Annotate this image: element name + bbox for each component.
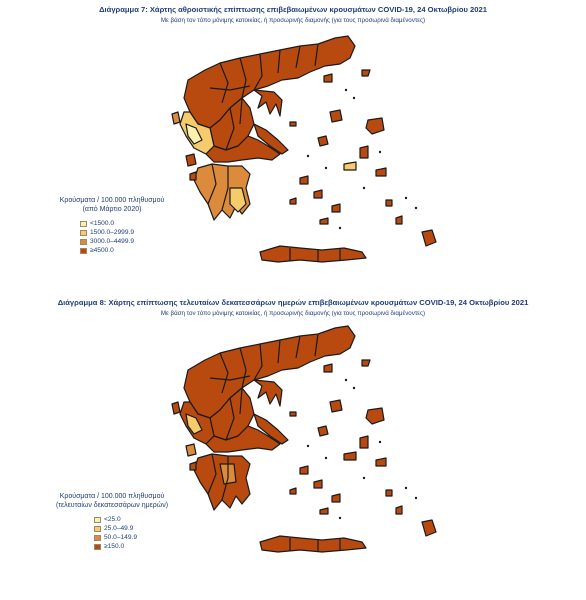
map2-island-chios xyxy=(360,436,368,448)
map1-legend xyxy=(52,196,172,255)
map2-island-lesvos xyxy=(366,408,384,424)
map2-legend-swatch xyxy=(94,544,101,550)
map1-island-lemnos xyxy=(330,110,342,122)
map1-cyclades-4 xyxy=(290,198,296,204)
map2-legend-title-line1: Κρούσματα / 100.000 πληθυσμού xyxy=(59,493,165,500)
map1-legend-item xyxy=(80,246,172,255)
map1-island-kefalonia xyxy=(186,154,196,166)
map2-dodecanese-2 xyxy=(396,506,402,514)
map2-island-skiathos xyxy=(290,412,296,416)
map2-island-thasos xyxy=(324,364,332,372)
map2-island-lemnos xyxy=(330,400,342,412)
map1-island-crete xyxy=(260,246,366,262)
map2-cyclades-5 xyxy=(320,508,328,514)
map1-island-corfu xyxy=(172,112,180,124)
map2-legend-label: ≥150.0 xyxy=(104,543,125,550)
map2-legend-swatch xyxy=(94,517,101,523)
map1-dodecanese-2 xyxy=(396,216,402,224)
map2-legend-item xyxy=(94,515,178,524)
map2-cyclades-4 xyxy=(290,488,296,494)
map1-island-skiathos xyxy=(290,122,296,126)
map1-legend-swatch xyxy=(80,239,87,245)
map1-island-chios xyxy=(360,146,368,158)
map2-legend-swatch xyxy=(94,535,101,541)
map2-dodecanese-1 xyxy=(386,490,392,496)
map1-island-zakynthos xyxy=(190,172,196,180)
map1-island-thasos xyxy=(324,74,332,82)
map1-island-samos xyxy=(376,168,386,176)
map1-legend-label: ≥4500.0 xyxy=(90,247,114,254)
map1-subtitle: Με βάση τον τόπο μόνιμης κατοικίας, ή προσωρινής διαμονής (για τους προσωρινά διαμένοντες) xyxy=(160,17,426,24)
map2-title: Διάγραμμα 8: Χάρτης επίπτωσης τελευταίων δεκατεσσάρων ημερών επιβεβαιωμένων κρουσμάτων COVID-19, 24 Οκτωβρίου 2021 xyxy=(57,298,529,307)
map1-legend-label: 3000.0–4499.9 xyxy=(90,238,135,245)
map2-region-chalkidiki xyxy=(254,380,282,406)
map2-island-skyros xyxy=(318,426,328,436)
map2-island-rhodes xyxy=(422,520,436,536)
map1-island-skyros xyxy=(318,136,328,146)
map1-legend-swatch xyxy=(80,248,87,254)
map1-title: Διάγραμμα 7: Χάρτης αθροιστικής επίπτωσης επιβεβαιωμένων κρουσμάτων COVID-19, 24 Οκτωβρίου 2021 xyxy=(99,5,487,14)
map1-island-lesvos xyxy=(366,118,384,134)
map1-greece-map xyxy=(150,28,450,288)
map2-legend-label: 50.0–149.9 xyxy=(104,534,138,541)
map1-dodecanese-1 xyxy=(386,200,392,206)
map1-legend-title-line2: (από Μάρτιο 2020) xyxy=(82,206,142,213)
map2-cyclades-1 xyxy=(300,466,308,474)
map2-cyclades-3 xyxy=(332,494,340,502)
map2-legend-label: <25.0 xyxy=(104,516,121,523)
map2-island-kefalonia xyxy=(186,444,196,456)
map2-legend-item xyxy=(94,533,178,542)
map1-cyclades-1 xyxy=(300,176,308,184)
map2-cyclades-2 xyxy=(314,480,322,488)
map2-island-samos xyxy=(376,458,386,466)
map2-legend-item xyxy=(94,524,178,533)
map1-island-rhodes xyxy=(422,230,436,246)
map2-island-zakynthos xyxy=(190,462,196,470)
map1-legend-title-line1: Κρούσματα / 100.000 πληθυσμού xyxy=(59,197,165,204)
map2-legend-label: 25.0–49.9 xyxy=(104,525,134,532)
map2-island-crete xyxy=(260,536,366,552)
map1-island-samothraki xyxy=(362,70,370,76)
map1-cyclades-5 xyxy=(320,218,328,224)
map2-island-corfu xyxy=(172,402,180,414)
map1-region-chalkidiki xyxy=(254,90,282,116)
map2-greece-map xyxy=(150,318,450,578)
map1-legend-item xyxy=(80,219,172,228)
map2-legend-swatch xyxy=(94,526,101,532)
map1-legend-item xyxy=(80,237,172,246)
map1-cyclades-3 xyxy=(332,204,340,212)
map1-legend-label: <1500.0 xyxy=(90,220,115,227)
map1-legend-swatch xyxy=(80,221,87,227)
map2-legend-title-line2: (τελευταίων δεκατεσσάρων ημερών) xyxy=(55,502,169,509)
map2-island-samothraki xyxy=(362,360,370,366)
map1-legend-swatch xyxy=(80,230,87,236)
map2-legend-item xyxy=(94,542,178,551)
map1-cyclades-2 xyxy=(314,190,322,198)
map2-legend xyxy=(46,492,178,551)
map1-legend-label: 1500.0–2999.9 xyxy=(90,229,135,236)
map2-region-peloponnese xyxy=(194,454,250,510)
map1-cyclades-6 xyxy=(344,162,356,170)
map2-subtitle: Με βάση τον τόπο μόνιμης κατοικίας, ή προσωρινής διαμονής (για τους προσωρινά διαμένοντες) xyxy=(160,310,426,317)
map1-legend-item xyxy=(80,228,172,237)
map2-cyclades-6 xyxy=(344,452,356,460)
